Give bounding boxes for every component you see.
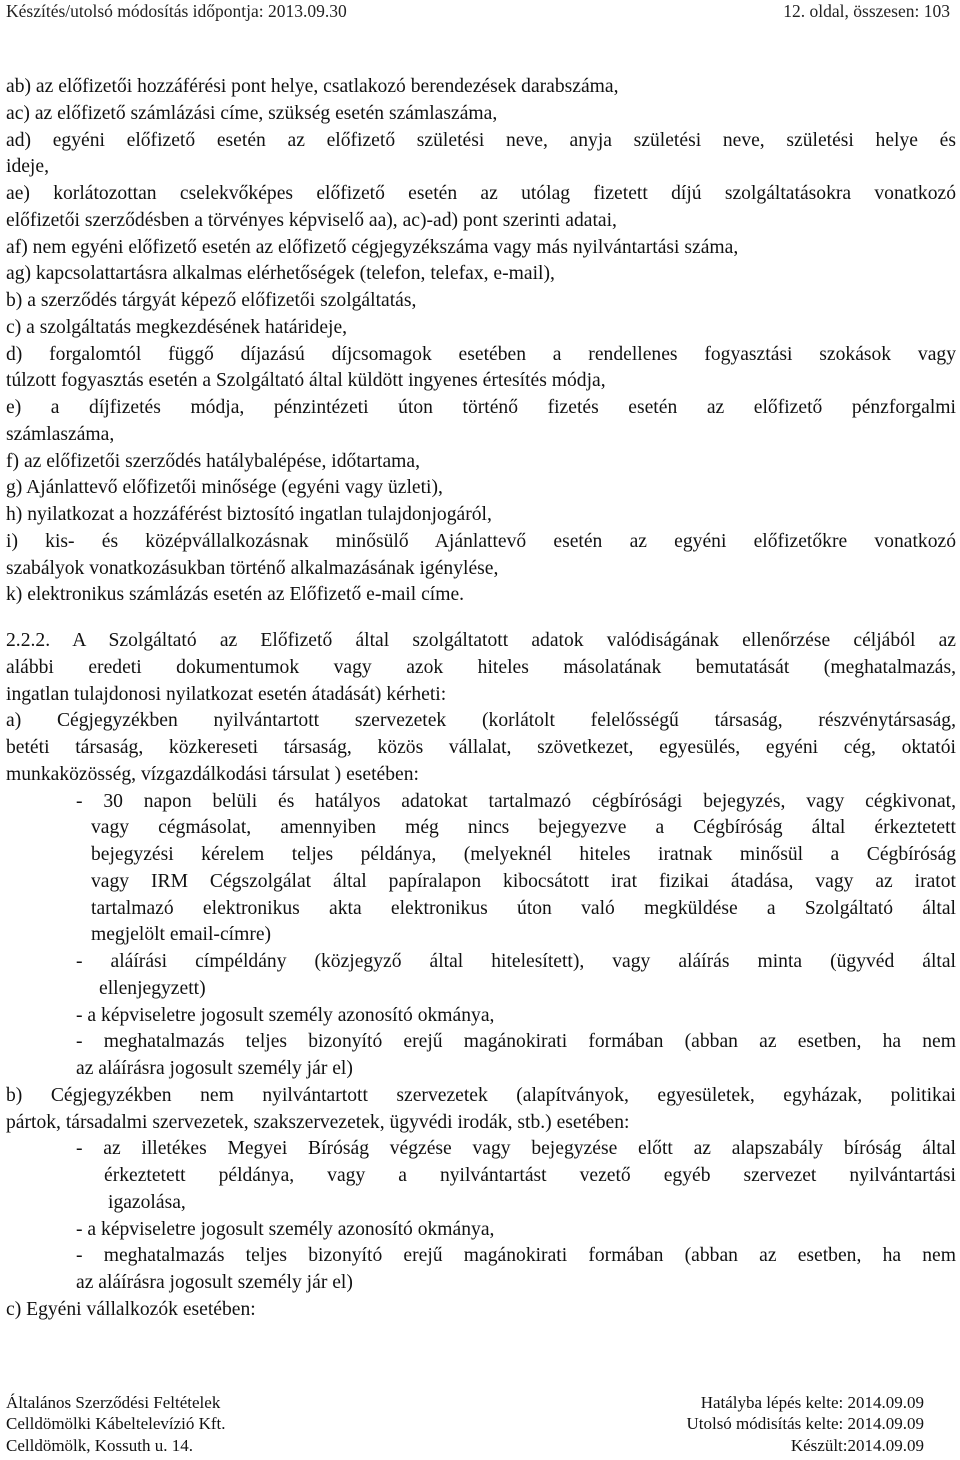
footer-address: Celldömölk, Kossuth u. 14. — [6, 1435, 194, 1455]
text-line: h) nyilatkozat a hozzáférést biztosító ingatlan tulajdonjogáról, — [6, 504, 492, 525]
text-line: d) forgalomtól függő díjazású díjcsomagok esetében a rendellenes fogyasztási szokások vagy — [6, 343, 956, 365]
text-line: pártok, társadalmi szervezetek, szakszervezetek, ügyvédi irodák, stb.) esetében: — [6, 1111, 630, 1133]
list-item-line: érkeztetett példánya, vagy a nyilvántartást vezető egyéb szervezet nyilvántartási — [104, 1165, 956, 1186]
footer-row — [6, 1413, 924, 1434]
list-item-line: - meghatalmazás teljes bizonyító erejű magánokirati formában (abban az esetben, ha nem — [76, 1031, 956, 1053]
text-line: k) elektronikus számlázás esetén az Előfizető e-mail címe. — [6, 584, 465, 606]
text-line: af) nem egyéni előfizető esetén az előfizető cégjegyzékszáma vagy más nyilvántartási száma, — [6, 236, 739, 258]
text-line: c) a szolgáltatás megkezdésének határideje, — [6, 316, 348, 338]
text-line: b) a szerződés tárgyát képező előfizetői szolgáltatás, — [6, 290, 417, 311]
footer-modified-date: Utolsó módisítás kelte: 2014.09.09 — [686, 1414, 924, 1434]
list-item-line: bejegyzési kérelem teljes példánya, (melyeknél hiteles iratnak minősül a Cégbíróság — [91, 844, 956, 865]
document-body — [6, 74, 956, 1324]
text-line: betéti társaság, közkereseti társaság, közös vállalat, szövetkezet, egyesülés, egyéni cég, oktatói — [6, 737, 956, 758]
text-line: alábbi eredeti dokumentumok vagy azok hiteles másolatának bemutatását (meghatalmazás, — [6, 656, 956, 678]
text-line: szabályok vonatkozásukban történő alkalmazásának igénylése, — [6, 557, 499, 579]
list-item-line: megjelölt email-címre) — [91, 924, 272, 946]
text-line: ac) az előfizető számlázási címe, szükség esetén számlaszáma, — [6, 102, 498, 124]
page-footer — [6, 1392, 924, 1456]
list-item-line: az aláírásra jogosult személy jár el) — [76, 1058, 353, 1079]
list-item-line: vagy IRM Cégszolgálat által papíralapon kibocsátott irat fizikai átadása, vagy az iratot — [91, 870, 956, 892]
footer-document-title: Általános Szerződési Feltételek — [6, 1393, 221, 1412]
list-item-line: tartalmazó elektronikus akta elektronikus úton való megküldése a Szolgáltató által — [91, 897, 956, 919]
header-page-number: 12. oldal, összesen: 103 — [783, 1, 950, 21]
text-line: g) Ajánlattevő előfizetői minősége (egyéni vagy üzleti), — [6, 477, 443, 499]
page-header — [6, 0, 950, 26]
footer-row — [6, 1435, 924, 1456]
list-item-line: - 30 napon belüli és hatályos adatokat tartalmazó cégbírósági bejegyzés, vagy cégkivonat, — [76, 790, 956, 812]
text-line: ideje, — [6, 156, 49, 178]
paragraph-gap — [6, 609, 956, 628]
footer-company-name: Celldömölki Kábeltelevízió Kft. — [6, 1414, 226, 1434]
text-line: számlaszáma, — [6, 423, 115, 445]
text-line: ae) korlátozottan cselekvőképes előfizető esetén az utólag fizetett díjú szolgáltatásokra vonatkozó — [6, 183, 956, 204]
text-line: ab) az előfizetői hozzáférési pont helye, csatlakozó berendezések darabszáma, — [6, 76, 619, 97]
text-line: a) Cégjegyzékben nyilvántartott szervezetek (korlátolt felelősségű társaság, részvénytársaság, — [6, 710, 956, 732]
text-line: munkaközösség, vízgazdálkodási társulat ) esetében: — [6, 763, 419, 785]
list-item-line: ellenjegyzett) — [99, 977, 206, 999]
list-item-line: az aláírásra jogosult személy jár el) — [76, 1272, 353, 1293]
header-date: Készítés/utolsó módosítás időpontja: 2013.09.30 — [6, 1, 347, 21]
text-line: i) kis- és középvállalkozásnak minősülő Ajánlattevő esetén az egyéni előfizetőkre vonatkozó — [6, 530, 956, 552]
text-line: c) Egyéni vállalkozók esetében: — [6, 1298, 256, 1320]
list-item-line: - a képviseletre jogosult személy azonosító okmánya, — [76, 1218, 495, 1240]
section-heading-line: 2.2.2. A Szolgáltató az Előfizető által szolgáltatott adatok valódiságának ellenőrzése céljából az — [6, 630, 956, 651]
text-line: f) az előfizetői szerződés hatálybalépése, időtartama, — [6, 450, 420, 472]
text-line: túlzott fogyasztás esetén a Szolgáltató által küldött ingyenes értesítés módja, — [6, 370, 606, 392]
list-item-line: igazolása, — [108, 1191, 186, 1213]
footer-created-date: Készült:2014.09.09 — [790, 1435, 924, 1455]
text-line: előfizetői szerződésben a törvényes képviselő aa), ac)-ad) pont szerinti adatai, — [6, 209, 617, 231]
list-item-line: - az illetékes Megyei Bíróság végzése vagy bejegyzése előtt az alapszabály bíróság által — [76, 1138, 956, 1160]
list-item-line: - aláírási címpéldány (közjegyző által hitelesített), vagy aláírás minta (ügyvéd által — [76, 951, 956, 972]
list-item-line: - meghatalmazás teljes bizonyító erejű magánokirati formában (abban az esetben, ha nem — [76, 1245, 956, 1267]
list-item-line: vagy cégmásolat, amennyiben még nincs bejegyezve a Cégbíróság által érkeztetett — [91, 817, 956, 839]
text-line: ad) egyéni előfizető esetén az előfizető születési neve, anyja születési neve, születési helye és — [6, 129, 956, 151]
text-line: ingatlan tulajdonosi nyilatkozat esetén átadását) kérheti: — [6, 683, 447, 705]
footer-row — [6, 1392, 924, 1413]
text-line: b) Cégjegyzékben nem nyilvántartott szervezetek (alapítványok, egyesületek, egyházak, politikai — [6, 1084, 956, 1106]
text-line: ag) kapcsolattartásra alkalmas elérhetőségek (telefon, telefax, e-mail), — [6, 263, 555, 285]
list-item-line: - a képviseletre jogosult személy azonosító okmánya, — [76, 1004, 495, 1026]
text-line: e) a díjfizetés módja, pénzintézeti úton történő fizetés esetén az előfizető pénzforgalmi — [6, 397, 956, 418]
footer-effective-date: Hatályba lépés kelte: 2014.09.09 — [700, 1393, 924, 1412]
